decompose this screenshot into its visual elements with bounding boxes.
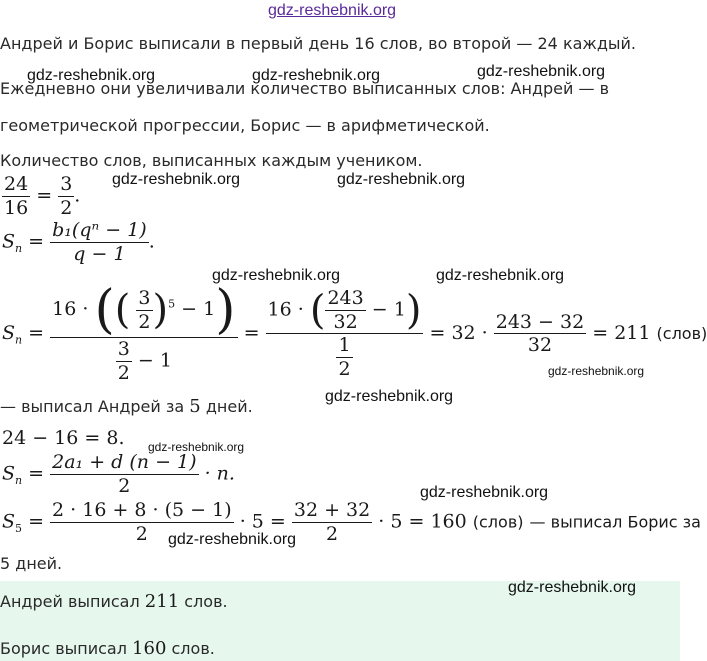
geo-calc-big-fraction: 16 · (( $\frac{3}{2}$ )$^5$ − 1) $\frac{3}{2}$ − 1 — [52, 280, 236, 384]
andrey-result-line: — выписал Андрей за 5 дней. — [0, 396, 253, 417]
watermark: gdz-reshebnik.org — [112, 171, 241, 188]
watermark: gdz-reshebnik.org — [148, 440, 245, 454]
geo-sum-formula: $S_n$ = $\frac{\text{b₁(qⁿ − 1)}}{q - 1}$ . — [2, 219, 155, 265]
watermark: gdz-reshebnik.org — [27, 67, 156, 84]
watermark: gdz-reshebnik.org — [548, 364, 645, 378]
watermark: gdz-reshebnik.org — [436, 267, 565, 284]
answer-boris: Борис выписал 160 слов. — [0, 638, 215, 659]
ratio-result-fraction: $\frac{3}{2}$ — [60, 173, 73, 219]
answer-andrey: Андрей выписал 211 слов. — [0, 591, 228, 612]
geo-calc-mid-fraction: 16 · ( $\frac{243}{32}$ − 1) $\frac{1}{2}$ — [267, 286, 422, 381]
problem-line-4: Количество слов, выписанных каждым учеником. — [0, 151, 423, 170]
geo-formula-fraction: $\frac{\text{b₁(qⁿ − 1)}}{q - 1}$ — [52, 219, 147, 265]
problem-line-2: Ежедневно они увеличивали количество выписанных слов: Андрей — в — [0, 79, 610, 98]
problem-line-1: Андрей и Борис выписали в первый день 16 слов, во второй — 24 каждый. — [0, 34, 637, 53]
arith-calculation: $S_5$ = $\frac{2 \cdot 16 + 8 \cdot (5 - 1)}{2}$ · 5 = $\frac{32 + 32}{2}$ · 5 = 160 (слов) — выписал Борис за — [2, 499, 701, 545]
geo-calc-diff-fraction: $\frac{243 - 32}{32}$ — [495, 310, 585, 357]
watermark: gdz-reshebnik.org — [168, 531, 297, 548]
watermark: gdz-reshebnik.org — [420, 484, 549, 501]
watermark: gdz-reshebnik.org — [508, 579, 637, 596]
watermark: gdz-reshebnik.org — [477, 63, 606, 80]
arith-calc-fraction-2: $\frac{32 + 32}{2}$ — [293, 499, 371, 545]
arith-calc-fraction: $\frac{2 \cdot 16 + 8 \cdot (5 - 1)}{2}$ — [52, 499, 232, 545]
problem-line-3: геометрической прогрессии, Борис — в арифметической. — [0, 116, 490, 135]
watermark-top[interactable]: gdz-reshebnik.org — [268, 2, 397, 19]
watermark: gdz-reshebnik.org — [325, 388, 454, 405]
geo-calculation: $S_n$ = 16 · (( $\frac{3}{2}$ )$^5$ − 1) $\frac{3}{2}$ − 1 = 16 · ( $\frac{243}{32}$ − 1) $\frac{1}{2}$ = 32 · $\frac{243 - 32}{32}$ = 211 (слов) — [2, 280, 707, 384]
arith-sum-formula: $S_n$ = $\frac{\text{2a₁ + d (n − 1)}}{2}$ · n. — [2, 451, 235, 497]
watermark: gdz-reshebnik.org — [212, 267, 341, 284]
watermark: gdz-reshebnik.org — [252, 67, 381, 84]
boris-days-line: 5 дней. — [0, 554, 63, 573]
difference-line: 24 − 16 = 8. — [2, 427, 125, 449]
ratio-equation: $\frac{24}{16}$ = $\frac{3}{2}$ . — [4, 173, 81, 219]
ratio-fraction: $\frac{24}{16}$ — [4, 173, 29, 219]
arith-formula-fraction: $\frac{\text{2a₁ + d (n − 1)}}{2}$ — [52, 451, 197, 497]
watermark: gdz-reshebnik.org — [337, 171, 466, 188]
